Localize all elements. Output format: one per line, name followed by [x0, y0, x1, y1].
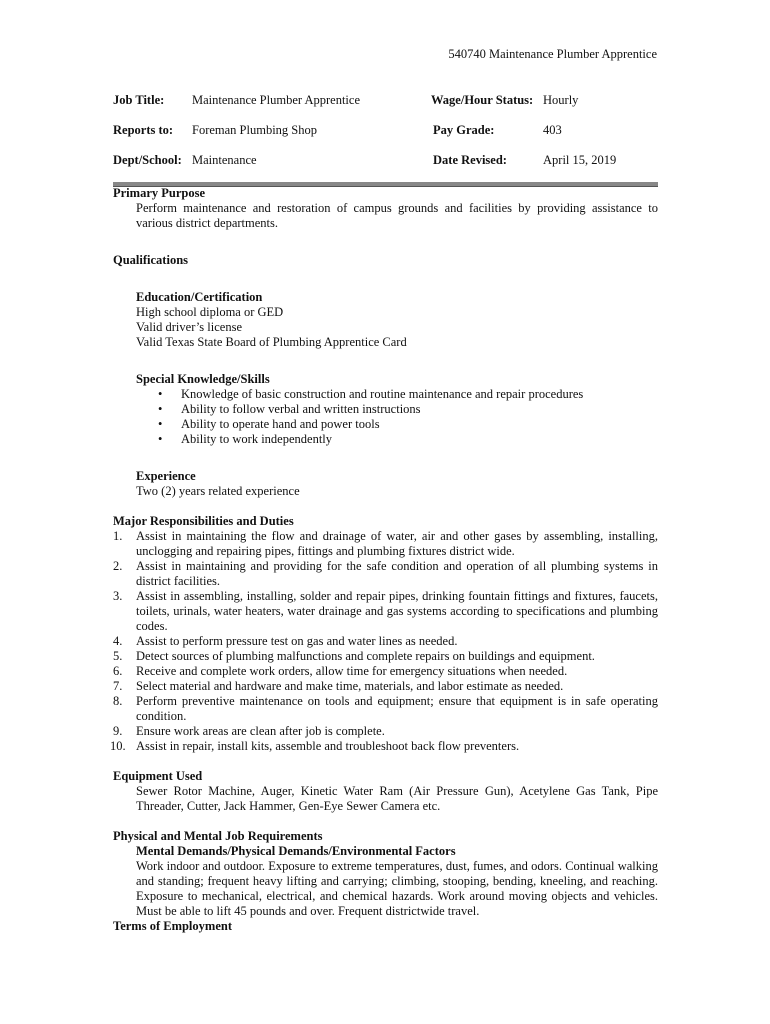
duty-item: [113, 589, 658, 634]
physical-demands-subheading: Mental Demands/Physical Demands/Environmental Factors: [136, 844, 456, 858]
duty-text: Assist in repair, install kits, assemble and troubleshoot back flow preventers.: [136, 739, 520, 753]
duty-text: Detect sources of plumbing malfunctions and complete repairs on buildings and equipment.: [136, 649, 595, 663]
job-title-value: Maintenance Plumber Apprentice: [192, 93, 360, 107]
duty-text: Perform preventive maintenance on tools and equipment; ensure that equipment is in safe operating condition.: [136, 694, 658, 723]
reports-to-value: Foreman Plumbing Shop: [192, 123, 318, 137]
terms-of-employment-heading: Terms of Employment: [113, 919, 232, 933]
qualifications-heading: Qualifications: [113, 253, 189, 267]
document-body: [110, 186, 658, 934]
skill-item: • Ability to operate hand and power tools: [136, 417, 658, 432]
education-item: Valid Texas State Board of Plumbing Apprentice Card: [136, 335, 407, 349]
duty-text: Assist in maintaining and providing for the safe condition and operation of all plumbing systems in district facilities.: [136, 559, 658, 588]
duty-text: Select material and hardware and make time, materials, and labor estimate as needed.: [136, 679, 564, 693]
skill-item: • Ability to follow verbal and written instructions: [136, 402, 658, 417]
duty-number: 1.: [113, 529, 123, 543]
education-heading: Education/Certification: [136, 290, 263, 304]
header-row-reports-to: [113, 123, 658, 141]
primary-purpose-heading: Primary Purpose: [113, 186, 205, 200]
primary-purpose-text: Perform maintenance and restoration of campus grounds and facilities by providing assistance to various district departments.: [136, 201, 658, 230]
duty-number: 5.: [113, 649, 123, 663]
duty-text: Receive and complete work orders, allow time for emergency situations when needed.: [136, 664, 568, 678]
duty-number: 8.: [113, 694, 123, 708]
duty-text: Assist in maintaining the flow and drainage of water, air and other gases by assembling, installing, unclogging and repairing pipes, fittings and plumbing fixtures district wide.: [136, 529, 658, 558]
duty-text: Assist in assembling, installing, solder and repair pipes, drinking fountain fittings and fixtures, faucets, toilets, urinals, water heaters, water drainage and gas systems according to specifications and plumbing codes.: [136, 589, 658, 633]
education-item: Valid driver’s license: [136, 320, 242, 334]
duty-item: [113, 649, 658, 664]
duty-number: 6.: [113, 664, 123, 678]
skills-list: [136, 387, 658, 447]
duty-number: 7.: [113, 679, 123, 693]
date-revised-value: April 15, 2019: [543, 153, 617, 167]
dept-school-value: Maintenance: [192, 153, 257, 167]
header-row-job-title: [113, 93, 658, 111]
duty-text: Ensure work areas are clean after job is complete.: [136, 724, 385, 738]
duty-item: [113, 694, 658, 724]
date-revised-label: Date Revised:: [433, 153, 507, 167]
duty-item: [113, 559, 658, 589]
skill-item: • Ability to work independently: [136, 432, 658, 447]
pay-grade-value: 403: [543, 123, 562, 137]
duty-item: [110, 739, 658, 754]
duty-number: 2.: [113, 559, 123, 573]
physical-demands-text: Work indoor and outdoor. Exposure to extreme temperatures, dust, fumes, and odors. Continual walking and standing; frequent heavy lifting and carrying; climbing, stooping, bending, kneeling, and reaching. Exposure to mechanical, electrical, and chemical hazards. Work around moving objects and vehicles. Must be able to lift 45 pounds and over. Frequent districtwide travel.: [136, 859, 658, 918]
experience-text: Two (2) years related experience: [136, 484, 300, 498]
experience-heading: Experience: [136, 469, 196, 483]
document-code: 540740 Maintenance Plumber Apprentice: [448, 47, 657, 61]
duty-number: 4.: [113, 634, 123, 648]
physical-requirements-heading: Physical and Mental Job Requirements: [113, 829, 323, 843]
duty-number: 10.: [110, 739, 126, 753]
duties-heading: Major Responsibilities and Duties: [113, 514, 294, 528]
duty-item: [113, 724, 658, 739]
duty-text: Assist to perform pressure test on gas and water lines as needed.: [136, 634, 458, 648]
wage-status-label: Wage/Hour Status:: [431, 93, 534, 107]
reports-to-label: Reports to:: [113, 123, 174, 137]
duty-item: [113, 529, 658, 559]
dept-school-label: Dept/School:: [113, 153, 182, 167]
header-row-dept: [113, 153, 658, 171]
skills-heading: Special Knowledge/Skills: [136, 372, 270, 386]
duty-item: [113, 664, 658, 679]
duty-number: 3.: [113, 589, 123, 603]
equipment-heading: Equipment Used: [113, 769, 203, 783]
education-item: High school diploma or GED: [136, 305, 284, 319]
pay-grade-label: Pay Grade:: [433, 123, 495, 137]
duty-item: [113, 634, 658, 649]
duties-list: [110, 529, 658, 754]
equipment-text: Sewer Rotor Machine, Auger, Kinetic Water Ram (Air Pressure Gun), Acetylene Gas Tank, Pipe Threader, Cutter, Jack Hammer, Gen-Eye Sewer Camera etc.: [136, 784, 658, 813]
skill-item: • Knowledge of basic construction and routine maintenance and repair procedures: [136, 387, 658, 402]
wage-status-value: Hourly: [543, 93, 579, 107]
job-title-label: Job Title:: [113, 93, 165, 107]
duty-number: 9.: [113, 724, 123, 738]
duty-item: [113, 679, 658, 694]
